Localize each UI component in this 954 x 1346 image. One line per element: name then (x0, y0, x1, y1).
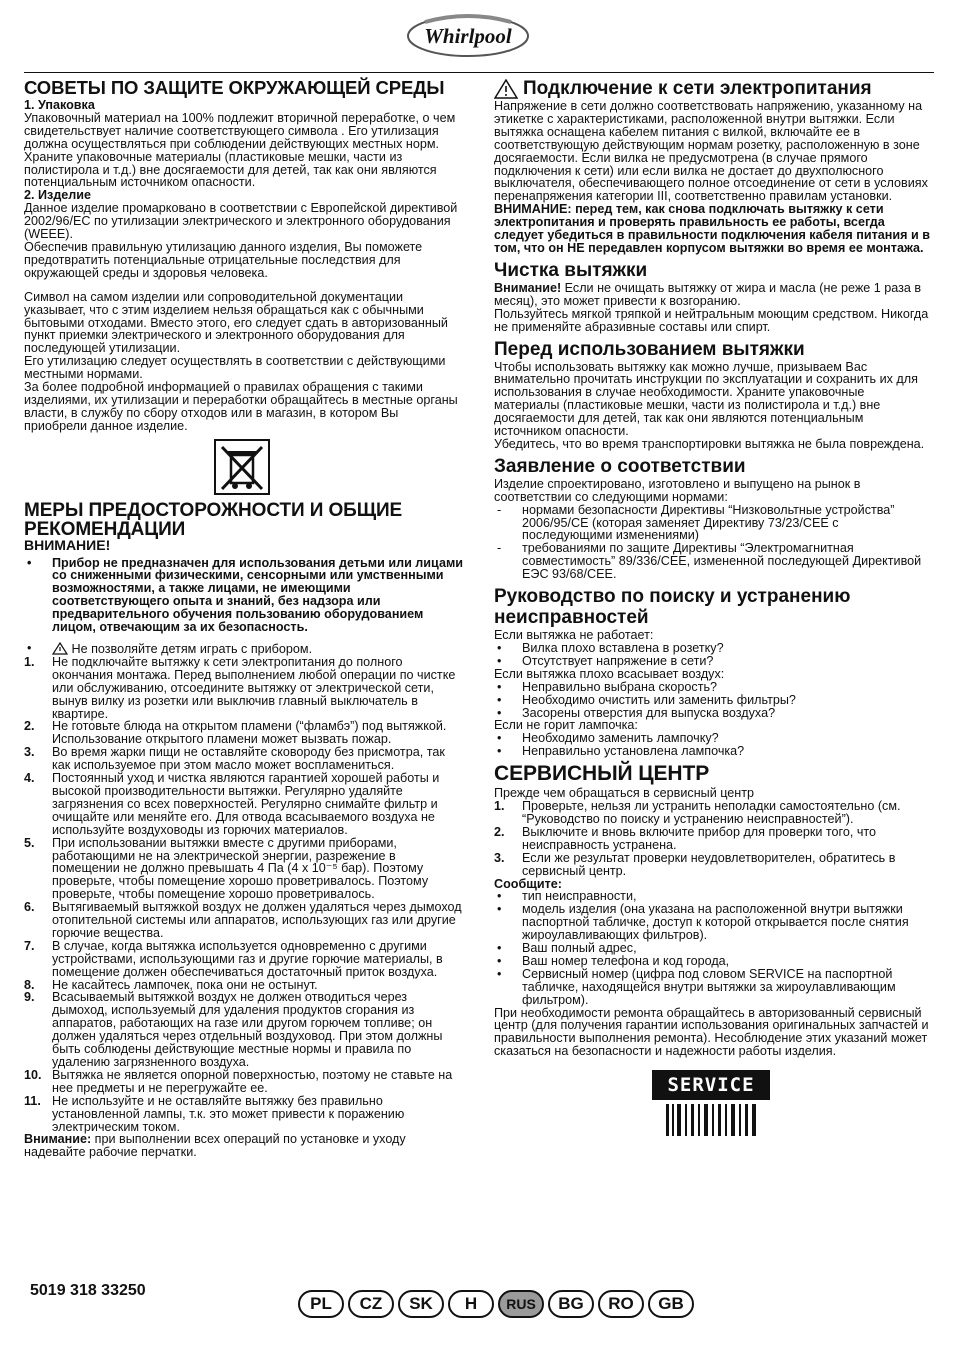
product-head: 2. Изделие (24, 188, 92, 203)
clean-text-2: Пользуйтесь мягкой тряпкой и нейтральным моющим средством. Никогда не применяйте абразивные составы или спирт. (494, 306, 929, 334)
report-label: Сообщите: (494, 876, 562, 891)
lang-badge-ro: RO (598, 1290, 644, 1318)
trouble-answers-1 (494, 642, 930, 668)
item-text: При использовании вытяжки вместе с другими приборами, работающими не на электрической энергии, разрежение в помещении не должно превышать 4 Па (4 x 10⁻⁵ бар). Поэтому проверьте, чтобы помещение хорошо проветривалось. Поэтому проверьте, чтобы помещение хорошо проветривалось. (52, 835, 429, 902)
bullet: • (497, 705, 502, 720)
bullet: • (497, 902, 502, 917)
report-item-text: Ваш номер телефона и код города, (522, 953, 730, 968)
list-item-text: Необходимо очистить или заменить фильтры? (522, 692, 796, 707)
product-text-1: Данное изделие промарковано в соответствии с Европейской директивой 2002/96/ЕС по утилизации электрического и электронного оборудования (WEEE). (24, 201, 458, 242)
decl-text: Изделие спроектировано, изготовлено и выпущено на рынок в соответствии со следующими нормами: (494, 476, 861, 504)
report-item (494, 968, 930, 1007)
item-number: 2. (24, 719, 35, 734)
report-item (494, 955, 930, 968)
header-rule (24, 72, 934, 73)
report-item (494, 942, 930, 955)
item-number: 10. (24, 1067, 42, 1082)
item-text: Не готовьте блюда на открытом пламени (“фламбэ”) под вытяжкой. Использование открытого пламени может вызвать пожар. (52, 719, 447, 747)
report-item-text: Ваш полный адрес, (522, 941, 637, 956)
safety-list (24, 656, 464, 1134)
safety-title: МЕРЫ ПРЕДОСТОРОЖНОСТИ И ОБЩИЕ РЕКОМЕНДАЦИИ (24, 499, 403, 540)
service-intro: Прежде чем обращаться в сервисный центр (494, 786, 755, 801)
lang-badge-rus: RUS (498, 1290, 544, 1318)
lang-badge-cz: CZ (348, 1290, 394, 1318)
safety-item (24, 940, 464, 979)
lang-badge-pl: PL (298, 1290, 344, 1318)
warning-icon (52, 642, 68, 655)
item-text: Не используйте и не оставляйте вытяжку без правильно установленной лампы, т.к. это может привести к поражению электрическим током. (52, 1093, 405, 1134)
decl-list (494, 504, 930, 581)
power-title: Подключение к сети электропитания (494, 78, 930, 99)
trouble-q2: Если вытяжка плохо всасывает воздух: (494, 666, 725, 681)
list-item-text: Засорены отверстия для выпуска воздуха? (522, 705, 776, 720)
barcode-icon (664, 1104, 760, 1142)
item-text: Всасываемый вытяжкой воздух не должен отводиться через дымоход, используемый для удаления продуктов сгорания из аппаратов, работающих на газе или другом горючем топливе; он должен удаляться через отдельный воздуховод. При этом должны быть соблюдены действующие местные нормы и правила по удалению загрязненного воздуха. (52, 990, 443, 1069)
step-number: 3. (494, 850, 505, 865)
product-text-2: Обеспечив правильную утилизацию данного изделия, Вы поможете предотвратить потенциальные отрицательные последствия для окружающей среды и здоровья человека. (24, 239, 423, 280)
item-text: Постоянный уход и чистка являются гарантией хорошей работы и высокой производительности вытяжки. Регулярно удаляйте загрязнения со всех поверхностей. Регулярно снимайте фильтр и очищайте или меняйте его. Для отвода всасываемого воздуха не используйте воздуховоды из горючих материалов. (52, 771, 440, 837)
item-text: Не подключайте вытяжку к сети электропитания до полного окончания монтажа. Перед выполнением любой операции по чистке или обслуживанию, отсоедините вытяжку от электрической сети, вынув вилку из розетки или выключив главный выключатель в квартире. (52, 654, 456, 721)
item-text: Во время жарки пищи не оставляйте сковороду без присмотра, так как используемое при этом масло может воспламениться. (52, 745, 445, 773)
safety-item (24, 901, 464, 940)
safety-item (24, 1069, 464, 1095)
step-text: Выключите и вновь включите прибор для проверки того, что неисправность устранена. (522, 824, 877, 852)
decl-item-text: требованиями по защите Директивы “Электромагнитная совместимость” 89/336/CEE, измененной последующей Директивой ЕЭС 93/68/CEE. (522, 541, 922, 582)
service-step (494, 800, 930, 826)
item-text: В случае, когда вытяжка используется одновременно с другими устройствами, использующими газ и другие горючие материалы, в помещение должен обеспечиваться достаточный приток воздуха. (52, 938, 443, 979)
bullet: • (497, 941, 502, 956)
item-number: 8. (24, 977, 35, 992)
before-title: Перед использованием вытяжки (494, 338, 805, 360)
symbol-text-2: Его утилизацию следует осуществлять в соответствии с действующими местными нормами. (24, 354, 446, 382)
clean-title: Чистка вытяжки (494, 259, 648, 281)
list-item-text: Отсутствует напряжение в сети? (522, 653, 714, 668)
gloves-note: Внимание: при выполнении всех операций по установке и уходу надевайте рабочие перчатки. (24, 1132, 406, 1160)
bullet: • (497, 679, 502, 694)
list-item-text: Вилка плохо вставлена в розетку? (522, 641, 724, 655)
decl-item (494, 504, 930, 543)
item-number: 1. (24, 654, 35, 669)
list-item-text: Неправильно установлена лампочка? (522, 744, 745, 759)
decl-item (494, 542, 930, 581)
before-text: Чтобы использовать вытяжку как можно лучше, призываем Вас внимательно прочитать инструкции по эксплуатации и сохранить их для использования в случае необходимости. Храните упаковочные материалы (пластиковые мешки, части из полистирола и т.д.) вне досягаемости для детей, так как они являются потенциальным источником опасности. (494, 359, 918, 439)
item-number: 7. (24, 938, 35, 953)
dash: - (497, 541, 502, 556)
service-badge: SERVICE (652, 1070, 770, 1100)
safety-item (24, 991, 464, 1068)
step-number: 2. (494, 824, 505, 839)
step-number: 1. (494, 799, 505, 814)
safety-item (24, 720, 464, 746)
bullet: • (497, 953, 502, 968)
list-item (494, 655, 930, 668)
service-step (494, 826, 930, 852)
symbol-text: Символ на самом изделии или сопроводительной документации указывает, что с этим изделием нельзя обращаться как с обычными бытовыми отходами. Вместо этого, его следует сдать в авторизованный пункт приемки электрического и электронного оборудования для последующей утилизации. (24, 289, 448, 356)
safety-item (24, 656, 464, 721)
children-bullet: • Не позволяйте детям играть с прибором. (27, 641, 313, 656)
report-item-text: модель изделия (она указана на расположенной внутри вытяжки паспортной табличке, доступ к которой открывается после снятия жироулавливающих фильтров). (522, 902, 909, 943)
children-text: Не позволяйте детям играть с прибором. (71, 642, 313, 656)
report-item-text: Сервисный номер (цифра под словом SERVICE на паспортной табличке, находящейся внутри вытяжки за жироулавливающим фильтром). (522, 966, 896, 1007)
attention-label: ВНИМАНИЕ! (24, 536, 111, 553)
bullet: • (497, 692, 502, 707)
item-number: 11. (24, 1093, 41, 1108)
list-item (494, 681, 930, 694)
service-title: СЕРВИСНЫЙ ЦЕНТР (494, 762, 710, 786)
lang-badge-h: H (448, 1290, 494, 1318)
list-item (494, 745, 930, 758)
bullet: • (497, 966, 502, 981)
lang-badge-sk: SK (398, 1290, 444, 1318)
item-text: Вытяжка не является опорной поверхностью, поэтому не ставьте на нее предметы и не перегружайте ее. (52, 1067, 453, 1095)
language-badges (298, 1290, 694, 1318)
list-item (494, 642, 930, 655)
safety-item (24, 837, 464, 902)
item-number: 9. (24, 990, 35, 1005)
logo-text: Whirlpool (424, 24, 512, 48)
list-item (494, 694, 930, 707)
whirlpool-logo (405, 12, 531, 64)
safety-item (24, 1095, 464, 1134)
pack-text: Упаковочный материал на 100% подлежит вторичной переработке, о чем свидетельствует наличие соответствующего символа . Его утилизация должна осуществляться при соблюдении действующих местных норм. Храните упаковочные материалы (пластиковые мешки, части из полистирола и т.д.) вне досягаемости для детей, так как они являются потенциальным источником опасности. (24, 110, 456, 190)
decl-item-text: нормами безопасности Директивы “Низковольтные устройства” 2006/95/CE (которая заменяет Директиву 73/23/CEE с последующими изменениями) (522, 502, 895, 543)
list-item-text: Необходимо заменить лампочку? (522, 731, 719, 746)
power-text: Напряжение в сети должно соответствовать напряжению, указанному на этикетке с характеристиками, расположенной внутри вытяжки. Если вытяжка оснащена кабелем питания с вилкой, включайте ее в соответствующую действующим нормам розетку, расположенную в зоне досягаемости. Если вилка не предусмотрена (в случае прямого подключения к сети) или если вилка не достает до двухполюсного выключателя, обеспечивающего полное отсоединение от сети в условиях перенапряжения категории III, соответственно правилам установки. (494, 99, 928, 204)
item-number: 6. (24, 900, 35, 915)
bold-bullet: • Прибор не предназначен для использования детьми или лицами со сниженными физическими, сенсорными или умственными возможностями, а также лицами, не имеющими соответствующего опыта и знаний, без надзора или предварительного обучения пользованию оборудованием лицом, отвечающим за их безопасность. (27, 555, 464, 635)
trouble-answers-3 (494, 732, 930, 758)
service-outro: При необходимости ремонта обращайтесь в авторизованный сервисный центр (для получения гарантии использования оригинальных запчастей и правильности выполнения ремонта). Несоблюдение этих указаний может сказаться на безопасности и надежности работы изделия. (494, 1005, 929, 1059)
bullet: • (497, 641, 502, 655)
weee-bin-icon (214, 439, 270, 495)
step-text: Проверьте, нельзя ли устранить неполадки самостоятельно (см. “Руководство по поиску и устранению неисправностей”). (522, 799, 901, 826)
lang-badge-bg: BG (548, 1290, 594, 1318)
item-number: 4. (24, 771, 35, 786)
step-text: Если же результат проверки неудовлетворителен, обратитесь в сервисный центр. (522, 850, 896, 878)
bullet: • (497, 744, 502, 759)
lang-badge-gb: GB (648, 1290, 694, 1318)
report-item (494, 903, 930, 942)
trouble-q3: Если не горит лампочка: (494, 718, 638, 733)
clean-note: Внимание! Если не очищать вытяжку от жира и масла (не реже 1 раза в месяц), это может привести к возгоранию. (494, 280, 922, 308)
service-step (494, 852, 930, 878)
service-steps (494, 800, 930, 877)
safety-item (24, 772, 464, 837)
info-text: За более подробной информацией о правилах обращения с такими изделиями, их утилизации и переработки обращайтесь в местные органы власти, в службу по сбору отходов или в магазин, в котором Вы приобрели данное изделие. (24, 380, 458, 433)
trouble-q1: Если вытяжка не работает: (494, 628, 654, 643)
env-title: СОВЕТЫ ПО ЗАЩИТЕ ОКРУЖАЮЩЕЙ СРЕДЫ (24, 77, 445, 98)
dash: - (497, 502, 502, 517)
before-text-2: Убедитесь, что во время транспортировки вытяжка не была повреждена. (494, 436, 925, 451)
safety-item (24, 746, 464, 772)
decl-title: Заявление о соответствии (494, 455, 746, 477)
report-list (494, 890, 930, 1006)
bullet: • (497, 731, 502, 746)
warning-icon (494, 79, 518, 99)
bullet: • (497, 889, 502, 904)
pack-head: 1. Упаковка (24, 98, 95, 112)
product-code: 5019 318 33250 (30, 1282, 146, 1299)
list-item-text: Неправильно выбрана скорость? (522, 679, 718, 694)
trouble-title: Руководство по поиску и устранению неисправностей (494, 586, 851, 629)
trouble-answers-2 (494, 681, 930, 720)
item-number: 5. (24, 835, 35, 850)
item-number: 3. (24, 745, 35, 760)
left-column (24, 78, 464, 1159)
right-column (494, 78, 930, 1145)
bullet: • (497, 653, 502, 668)
power-warning: ВНИМАНИЕ: перед тем, как снова подключать вытяжку к сети электропитания и проверять правильность ее работы, всегда следует убедиться в правильности подключения кабеля питания и в том, что он НЕ передавлен корпусом вытяжки во время ее монтажа. (494, 202, 930, 255)
item-text: Не касайтесь лампочек, пока они не остынут. (52, 977, 318, 992)
item-text: Вытягиваемый вытяжкой воздух не должен удаляться через дымоход отопительной системы или аппаратов, использующих газ или другие горючие вещества. (52, 900, 462, 940)
report-item-text: тип неисправности, (522, 889, 637, 904)
